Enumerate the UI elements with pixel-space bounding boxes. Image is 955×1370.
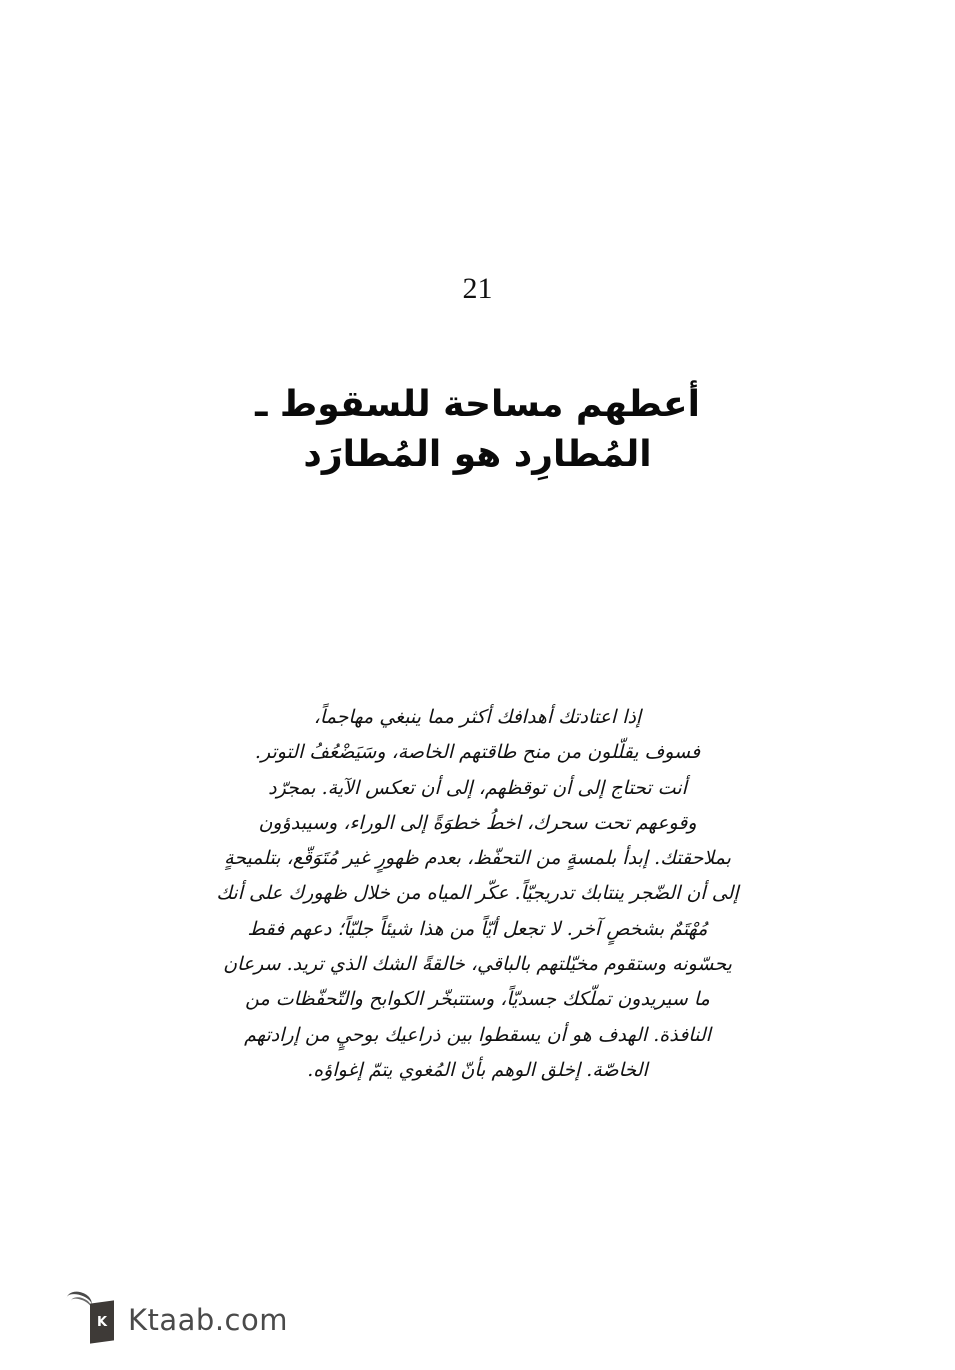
book-icon <box>62 1290 114 1344</box>
body-line: وقوعهم تحت سحرك، اخطُ خطوَةً إلى الوراء، وسيبدؤون <box>258 811 697 834</box>
logo-letter: K <box>96 1314 108 1330</box>
body-line: بملاحقتك. إبدأ بلمسةٍ من التحفّظ، بعدم ظهورٍ غير مُتَوَقّع، بتلميحةٍ <box>224 847 731 870</box>
body-line: فسوف يقلّلون من منح طاقتهم الخاصة، وسَيَضْعُفُ التوتر. <box>254 741 701 764</box>
body-line: النافذة. الهدف هو أن يسقطوا بين ذراعيك بوحيٍ من إرادتهم <box>244 1023 711 1046</box>
chapter-title <box>0 380 955 480</box>
page-number: 21 <box>462 272 493 305</box>
body-line: مُهْتَمٌ بشخصٍ آخر. لا تجعل أيّاً من هذا شيئاً جليّاً؛ دعهم فقط <box>247 917 708 940</box>
body-line: إلى أن الضّجر ينتابك تدريجيّاً. عكّر المياه من خلال ظهورك على أنك <box>216 882 739 905</box>
body-line: إذا اعتادتك أهدافك أكثر مما ينبغي مهاجماً، <box>313 706 642 728</box>
footer-logo[interactable] <box>62 1290 288 1344</box>
logo-text: Ktaab.com <box>128 1303 288 1337</box>
chapter-title-line-2: المُطارِد هو المُطارَد <box>303 434 652 475</box>
chapter-title-line-1: أعطهم مساحة للسقوط ـ <box>255 384 700 425</box>
body-line: الخاصّة. إخلق الوهم بأنّ المُغوي يتمّ إغواؤه. <box>307 1058 648 1081</box>
body-line: ما سيريدون تملّكك جسديّاً، وستتبخّر الكوابح والتّحفّظات من <box>245 988 710 1011</box>
body-text <box>0 700 955 1088</box>
body-line: أنت تحتاج إلى أن توقظهم، إلى أن تعكس الآية. بمجرّد <box>268 776 687 799</box>
body-line: يحسّونه وستقوم مخيّلتهم بالباقي، خالقةً الشك الذي تريد. سرعان <box>223 953 732 976</box>
